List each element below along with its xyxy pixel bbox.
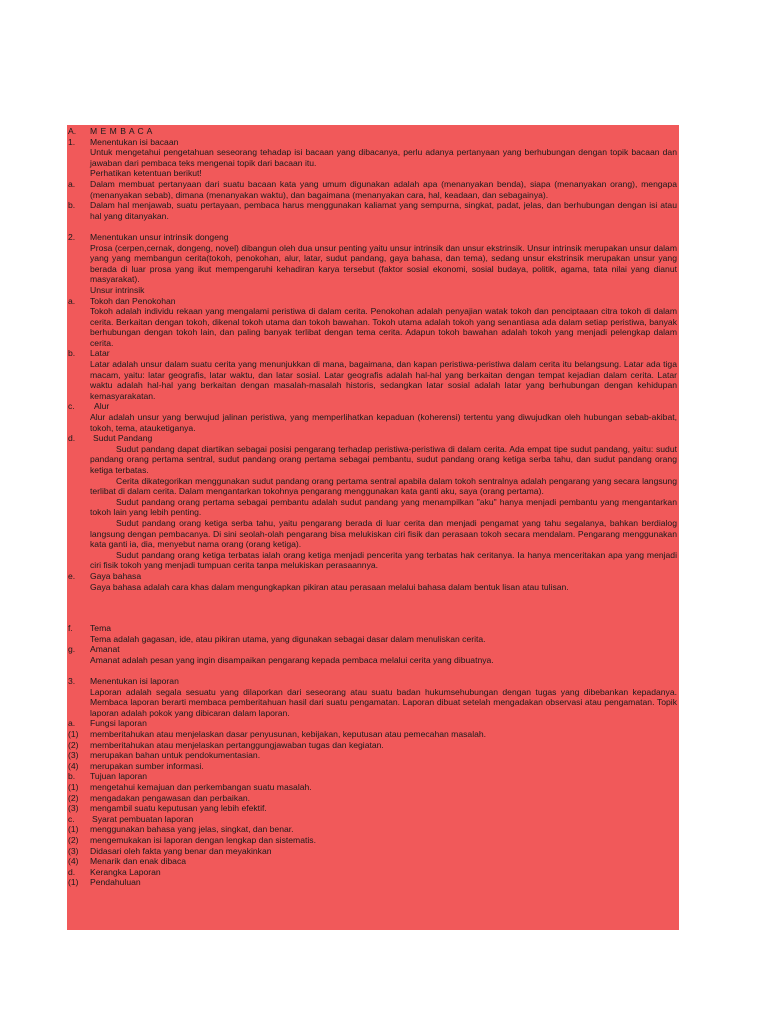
list-item	[68, 761, 677, 772]
list-item	[68, 856, 677, 867]
list-item	[68, 750, 677, 761]
item-label: d.	[68, 866, 76, 877]
item-number: (3)	[68, 750, 79, 761]
section-title: M E M B A C A	[90, 126, 153, 136]
list-item	[68, 793, 677, 804]
paragraph: Sudut pandang dapat diartikan sebagai posisi pengarang terhadap peristiwa-peristiwa di dalam cerita. Ada empat tipe sudut pandang, yaitu: sudut pandang orang pertama sentral, sudut pandang orang pertama sebagai pembantu, sudut pandang orang ketiga serba tahu, dan sudut pandang orang ketiga terbatas.	[90, 443, 677, 475]
item-label: a.	[68, 178, 76, 189]
item-number: (4)	[68, 760, 79, 771]
subsection-heading	[68, 644, 677, 655]
subsection-heading	[68, 433, 677, 444]
list-item	[68, 179, 677, 200]
paragraph: Cerita dikategorikan menggunakan sudut pandang orang pertama sentral apabila dalam tokoh sentralnya adalah pengarang yang secara langsung terlibat di dalam cerita. Dalam mengantarkan tokohnya pengarang menggunakan kata ganti aku, saya (orang pertama).	[90, 475, 677, 497]
subsection-title: Amanat	[90, 644, 120, 655]
subsection-title: Alur	[94, 401, 110, 412]
item-text: merupakan sumber informasi.	[90, 760, 204, 771]
item-number: (2)	[68, 835, 79, 845]
paragraph: Alur adalah unsur yang berwujud jalinan peristiwa, yang memperlihatkan kepaduan (koherensi) tertentu yang diwujudkan oleh hubungan sebab-akibat, tokoh, tema, atauketiganya.	[90, 412, 677, 433]
paragraph: Gaya bahasa adalah cara khas dalam mengungkapkan pikiran atau perasaan melalui bahasa dalam bentuk lisan atau tulisan.	[90, 581, 569, 592]
item-label: c.	[68, 401, 75, 412]
section-title: Menentukan unsur intrinsik dongeng	[90, 231, 229, 242]
subsection-title: Tujuan laporan	[90, 771, 148, 782]
item-label: d.	[68, 433, 76, 444]
item-label: a.	[68, 295, 76, 306]
section-number: 3.	[68, 676, 76, 687]
subsection-heading	[68, 814, 677, 825]
section-3-heading	[68, 676, 677, 687]
subsection-title: Sudut Pandang	[93, 433, 153, 444]
item-text: Didasari oleh fakta yang benar dan meyakinkan	[90, 845, 272, 856]
list-item	[68, 803, 677, 814]
subsection-title: Latar	[90, 348, 110, 359]
list-item	[68, 877, 677, 888]
subsection-heading	[68, 401, 677, 412]
item-label: b.	[68, 200, 76, 211]
item-text: menggunakan bahasa yang jelas, singkat, dan benar.	[90, 824, 294, 835]
section-label: A.	[68, 126, 77, 136]
subsection-heading	[68, 771, 677, 782]
item-label: g.	[68, 644, 76, 655]
paragraph: Tokoh adalah individu rekaan yang mengalami peristiwa di dalam cerita. Penokohan adalah penyajian watak tokoh dan penciptaaan citra tokoh di dalam cerita. Berkaitan dengan tokoh, dikenal tokoh utama dan tokoh bawahan. Tokoh utama adalah tokoh yang senantiasa ada dalam setiap peristiwa, banyak berhubungan dengan tokoh lain, dan paling banyak terlibat dengan tema cerita. Adapun tokoh bawahan adalah tokoh yang menjadi pelengkap dalam cerita.	[90, 306, 677, 348]
item-number: (1)	[68, 782, 79, 793]
subsection-title: Syarat pembuatan laporan	[92, 813, 194, 824]
item-label: c.	[68, 813, 75, 824]
paragraph: Latar adalah unsur dalam suatu cerita yang menunjukkan di mana, bagaimana, dan kapan peristiwa-peristiwa dalam cerita itu belangsung. Latar ada tiga macam, yaitu: latar geografis, latar waktu, dan latar sosial. Latar geografis adalah hal-hal yang berkaitan dengan tempat kejadian dalam cerita. Latar waktu adalah hal-hal yang berkaitan dengan masalah-masalah historis, sedangkan latar sosial adalah latar yang berhubungan dengan kehidupan kemasyarakatan.	[90, 359, 677, 401]
item-label: f.	[68, 623, 73, 634]
item-number: (1)	[68, 729, 79, 740]
subsection-title: Fungsi laporan	[90, 718, 147, 729]
item-number: (3)	[68, 803, 79, 814]
item-text: memberitahukan atau menjelaskan dasar penyusunan, kebijakan, keputusan atau pemecahan masalah.	[90, 729, 487, 740]
list-item	[68, 835, 677, 846]
paragraph: Perhatikan ketentuan berikut!	[90, 168, 202, 179]
item-number: (2)	[68, 739, 79, 750]
subsection-heading	[68, 348, 677, 359]
subsection-title: Kerangka Laporan	[90, 866, 161, 877]
paragraph: Untuk mengetahui pengetahuan seseorang tehadap isi bacaan yang dibacanya, perlu adanya pertanyaan yang berhubungan dengan topik bacaan dan jawaban dari pembaca teks mengenai topik dari bacaan itu.	[90, 147, 677, 168]
list-item	[68, 740, 677, 751]
subsection-title: Gaya bahasa	[90, 570, 142, 581]
item-text: mengemukakan isi laporan dengan lengkap dan sistematis.	[90, 835, 316, 845]
item-number: (4)	[68, 856, 79, 867]
paragraph: Sudut pandang orang ketiga terbatas ialah orang ketiga menjadi pencerita yang terbatas hak ceritanya. Ia hanya menceritakan apa yang menjadi ciri fisik tokoh yang menjadi tumpuan cerita tanpa melukiskan perasaannya.	[90, 549, 677, 571]
paragraph: Prosa (cerpen,cernak, dongeng, novel) dibangun oleh dua unsur penting yaitu unsur intrinsik dan unsur ekstrinsik. Unsur intrinsik merupakan unsur dalam yang yang membangun cerita(tokoh, penokohan, alur, latar, sudut pandang, gaya bahasa, dan tema), sedang unsur ekstrinsik merupakan unsur yang berada di luar prosa yang ikut mempengaruhi kehadiran karya tersebut (faktor sosial ekonomi, sosial budaya, politik, agama, tata nilai yang dianut masyarakat).	[90, 242, 677, 285]
paragraph: Sudut pandang orang pertama sebagai pembantu adalah sudut pandang yang menampilkan "aku" hanya menjadi pembantu yang mengantarkan tokoh lain yang lebih penting.	[90, 496, 677, 518]
list-item	[68, 200, 677, 221]
subsection-heading	[68, 867, 677, 878]
subsection-title: Tokoh dan Penokohan	[90, 295, 176, 306]
item-text: mengetahui kemajuan dan perkembangan suatu masalah.	[90, 782, 312, 793]
section-a-heading	[68, 126, 677, 137]
item-number: (1)	[68, 877, 79, 888]
item-text: mengadakan pengawasan dan perbaikan.	[90, 792, 251, 803]
item-text: Dalam hal menjawab, suatu pertayaan, pembaca harus menggunakan kaliamat yang sempurna, singkat, padat, jelas, dan berhubungan dengan isi atau hal yang ditanyakan.	[90, 200, 677, 221]
paragraph: Laporan adalah segala sesuatu yang dilaporkan dari seseorang atau suatu badan hukumsehubungan dengan tugas yang dibebankan kepadanya. Membaca laporan berarti membaca pemberitahuan hasil dari suatu pengamatan. Laporan dibuat setelah mengadakan observasi atau pengamatan. Topik laporan adalah pokok yang dibicaran dalam laporan.	[90, 686, 677, 718]
spacer	[68, 221, 677, 232]
paragraph: Sudut pandang orang ketiga serba tahu, yaitu pengarang berada di luar cerita dan menjadi pengamat yang tahu segalanya, bahkan berdialog langsung dengan pembacanya. Di sini seolah-olah pengarang bisa melukiskan ciri fisik dan perasaan tokoh secara mendalam. Pengarang menggunakan kata ganti ia, dia, menyebut nama orang (orang ketiga).	[90, 517, 677, 550]
section-title: Menentukan isi laporan	[90, 676, 179, 687]
section-2-heading	[68, 232, 677, 243]
subsection-title: Tema	[90, 623, 112, 634]
subsection-heading	[68, 571, 677, 582]
section-title: Menentukan isi bacaan	[90, 136, 179, 147]
list-item	[68, 782, 677, 793]
spacer	[68, 666, 677, 677]
item-text: Pendahuluan	[90, 877, 141, 888]
item-label: b.	[68, 771, 76, 782]
item-label: e.	[68, 570, 76, 581]
item-label: b.	[68, 348, 76, 359]
list-item	[68, 729, 677, 740]
item-number: (2)	[68, 792, 79, 803]
item-number: (1)	[68, 824, 79, 835]
subsection-heading	[68, 623, 677, 634]
paragraph: Amanat adalah pesan yang ingin disampaikan pengarang kepada pembaca melalui cerita yang dibuatnya.	[90, 654, 494, 665]
subsection-heading	[68, 296, 677, 307]
item-text: merupakan bahan untuk pendokumentasian.	[90, 750, 261, 761]
subsection-heading	[68, 718, 677, 729]
section-number: 1.	[68, 136, 76, 147]
list-item	[68, 824, 677, 835]
item-label: a.	[68, 718, 76, 729]
item-number: (3)	[68, 845, 79, 856]
item-text: memberitahukan atau menjelaskan pertanggungjawaban tugas dan kegiatan.	[90, 739, 384, 750]
item-text: Menarik dan enak dibaca	[90, 856, 187, 867]
section-1-heading	[68, 137, 677, 148]
section-number: 2.	[68, 231, 76, 242]
paragraph: Unsur intrinsik	[90, 284, 145, 295]
list-item	[68, 846, 677, 857]
item-text: Dalam membuat pertanyaan dari suatu bacaan kata yang umum digunakan adalah apa (menanyakan benda), siapa (menanyakan orang), mengapa (menanyakan sebab), dimana (menanyakan waktu), dan bagaimana (menanyakan cara, hal, keadaan, dan sebagainya).	[90, 178, 677, 200]
document-page	[67, 125, 679, 930]
paragraph: Tema adalah gagasan, ide, atau pikiran utama, yang digunakan sebagai dasar dalam menuliskan cerita.	[90, 633, 486, 644]
spacer	[68, 592, 677, 623]
item-text: mengambil suatu keputusan yang lebih efektif.	[90, 803, 267, 814]
